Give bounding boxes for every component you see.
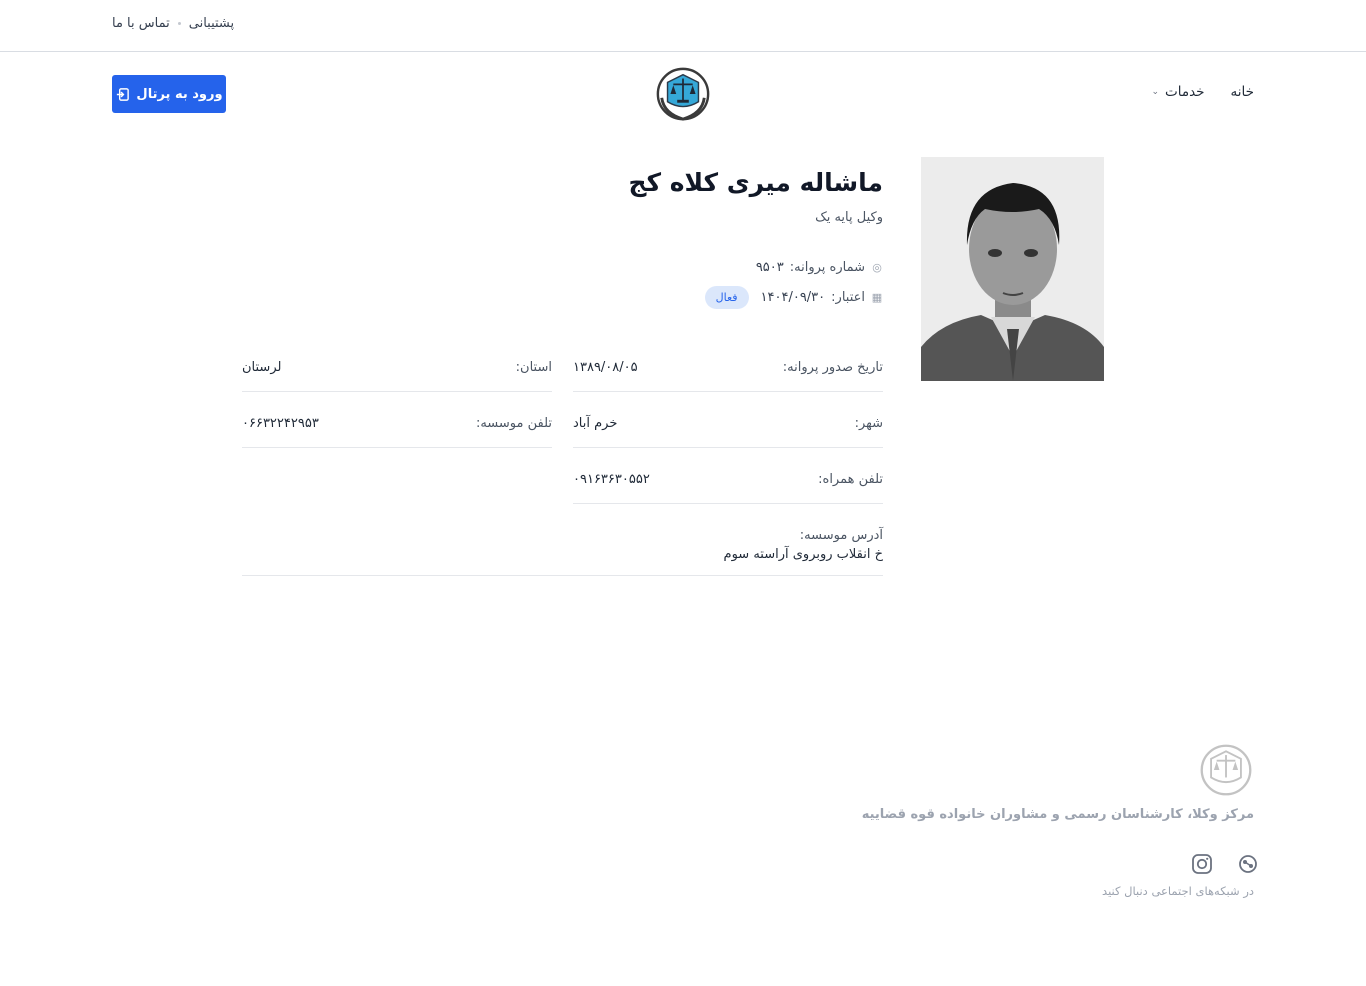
issue-date-field xyxy=(573,360,883,392)
judiciary-logo[interactable] xyxy=(654,65,712,123)
follow-text: در شبکه‌های اجتماعی دنبال کنید xyxy=(1102,884,1254,898)
address-field xyxy=(242,528,883,576)
nav-services[interactable] xyxy=(1151,84,1204,100)
calendar-icon: ▦ xyxy=(871,291,883,304)
network-icon[interactable] xyxy=(1236,852,1260,876)
province-value: لرستان xyxy=(242,360,282,375)
office-phone-field xyxy=(242,416,552,448)
office-phone-value: ۰۶۶۳۲۲۴۲۹۵۳ xyxy=(242,416,319,431)
nav-home-label: خانه xyxy=(1230,84,1254,100)
login-icon xyxy=(115,87,130,102)
office-phone-label: تلفن موسسه: xyxy=(475,416,552,431)
top-bar xyxy=(0,0,1366,52)
province-field xyxy=(242,360,552,392)
validity-row xyxy=(705,286,883,309)
license-label: شماره پروانه: xyxy=(789,260,865,275)
check-circle-icon: ◎ xyxy=(872,261,882,274)
mobile-value: ۰۹۱۶۳۶۳۰۵۵۲ xyxy=(573,472,650,487)
city-field xyxy=(573,416,883,448)
issue-date-label: تاریخ صدور پروانه: xyxy=(782,360,883,375)
chevron-down-icon: ⌄ xyxy=(1151,87,1160,97)
license-value: ۹۵۰۳ xyxy=(755,260,784,275)
validity-value: ۱۴۰۴/۰۹/۳۰ xyxy=(760,290,826,305)
support-link[interactable]: پشتیبانی xyxy=(188,16,235,31)
nav-services-label: خدمات xyxy=(1165,84,1205,100)
issue-date-value: ۱۳۸۹/۰۸/۰۵ xyxy=(573,360,638,375)
province-label: استان: xyxy=(515,360,552,375)
mobile-field xyxy=(573,472,883,504)
header xyxy=(0,52,1366,136)
city-label: شهر: xyxy=(854,416,883,431)
lawyer-name: ماشاله میری کلاه کج xyxy=(628,168,883,197)
contact-link[interactable]: تماس با ما xyxy=(112,16,170,31)
footer-title: مرکز وکلا، کارشناسان رسمی و مشاوران خانواده قوه قضاییه xyxy=(861,807,1254,822)
status-badge: فعال xyxy=(705,286,749,309)
social-links xyxy=(1190,852,1260,876)
main-nav xyxy=(1151,84,1254,100)
city-value: خرم آباد xyxy=(573,416,618,431)
instagram-icon[interactable] xyxy=(1190,852,1214,876)
address-label: آدرس موسسه: xyxy=(799,528,883,543)
top-links xyxy=(112,16,234,31)
lawyer-rank: وکیل پایه یک xyxy=(815,210,883,225)
address-value: خ انقلاب روبروی آراسته سوم xyxy=(723,547,883,562)
lawyer-photo xyxy=(921,157,1104,381)
portal-login-button[interactable] xyxy=(112,75,226,113)
license-row xyxy=(756,260,883,275)
separator-dot xyxy=(178,22,181,25)
nav-home[interactable] xyxy=(1231,84,1254,100)
validity-label: اعتبار: xyxy=(831,290,865,305)
mobile-label: تلفن همراه: xyxy=(818,472,883,487)
portal-button-label: ورود به پرتال xyxy=(136,86,223,102)
footer-logo xyxy=(1198,742,1254,798)
